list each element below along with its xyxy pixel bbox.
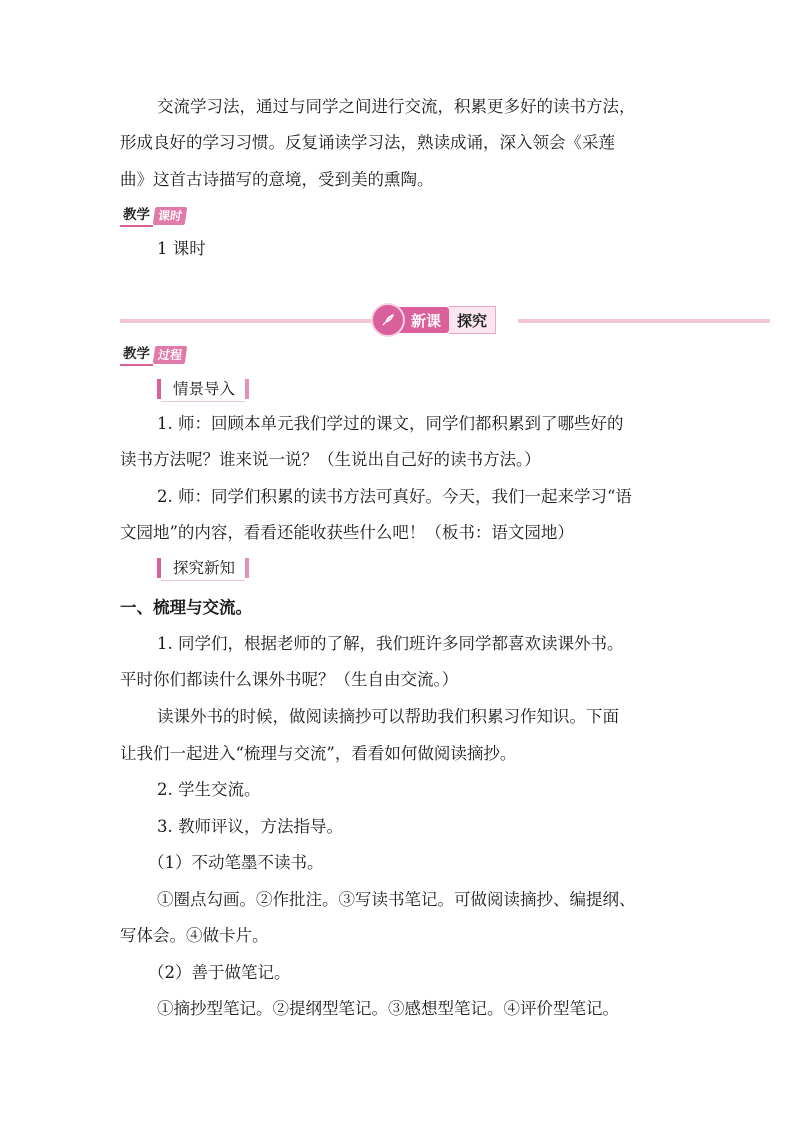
subheading: 一、梳理与交流。 [120, 598, 252, 617]
section-bar-right [245, 558, 249, 578]
banner-label-explore: 探究 [449, 306, 496, 334]
tag-label-accent: 过程 [153, 346, 188, 364]
section-title: 情景导入 [161, 377, 245, 402]
banner-label-new: 新课 [399, 307, 449, 333]
section-heading-explore [157, 556, 249, 580]
section-bar-right [245, 379, 249, 399]
feather-icon [371, 303, 405, 337]
banner-divider-right [518, 319, 770, 323]
intro-line-3: 曲》这首古诗描写的意境，受到美的熏陶。 [120, 170, 434, 189]
text-line: 2. 师：同学们积累的读书方法可真好。今天，我们一起来学习“语 [157, 487, 632, 506]
intro-line-2: 形成良好的学习习惯。反复诵读学习法，熟读成诵，深入领会《采莲 [120, 133, 615, 152]
tag-label-accent: 课时 [153, 207, 188, 225]
section-heading-intro [157, 377, 249, 401]
tag-label-main: 教学 [120, 205, 153, 227]
text-line: ①圈点勾画。②作批注。③写读书笔记。可做阅读摘抄、编提纲、 [157, 890, 636, 909]
teaching-process-tag [120, 345, 186, 365]
teaching-hours-tag [120, 206, 186, 226]
hours-text: 1 课时 [157, 239, 206, 258]
text-line: （2）善于做笔记。 [148, 963, 291, 982]
text-line: 写体会。④做卡片。 [120, 926, 269, 945]
text-line: 读课外书的时候，做阅读摘抄可以帮助我们积累习作知识。下面 [157, 707, 619, 726]
banner-divider-left [120, 319, 372, 323]
text-line: 文园地”的内容，看看还能收获些什么吧！（板书：语文园地） [120, 523, 574, 542]
text-line: （1）不动笔墨不读书。 [148, 853, 324, 872]
intro-line-1: 交流学习法，通过与同学之间进行交流，积累更多好的读书方法， [157, 97, 636, 116]
text-line: ①摘抄型笔记。②提纲型笔记。③感想型笔记。④评价型笔记。 [157, 999, 619, 1018]
new-lesson-banner [371, 303, 519, 337]
text-line: 让我们一起进入“梳理与交流”，看看如何做阅读摘抄。 [120, 744, 517, 763]
text-line: 平时你们都读什么课外书呢？（生自由交流。） [120, 670, 459, 689]
text-line: 2. 学生交流。 [157, 780, 261, 799]
section-title: 探究新知 [161, 556, 245, 581]
tag-label-main: 教学 [120, 344, 153, 366]
text-line: 1. 师：回顾本单元我们学过的课文，同学们都积累到了哪些好的 [157, 414, 624, 433]
text-line: 读书方法呢？谁来说一说？（生说出自己好的读书方法。） [120, 450, 541, 469]
text-line: 3. 教师评议，方法指导。 [157, 817, 343, 836]
text-line: 1. 同学们，根据老师的了解，我们班许多同学都喜欢读课外书。 [157, 634, 624, 653]
